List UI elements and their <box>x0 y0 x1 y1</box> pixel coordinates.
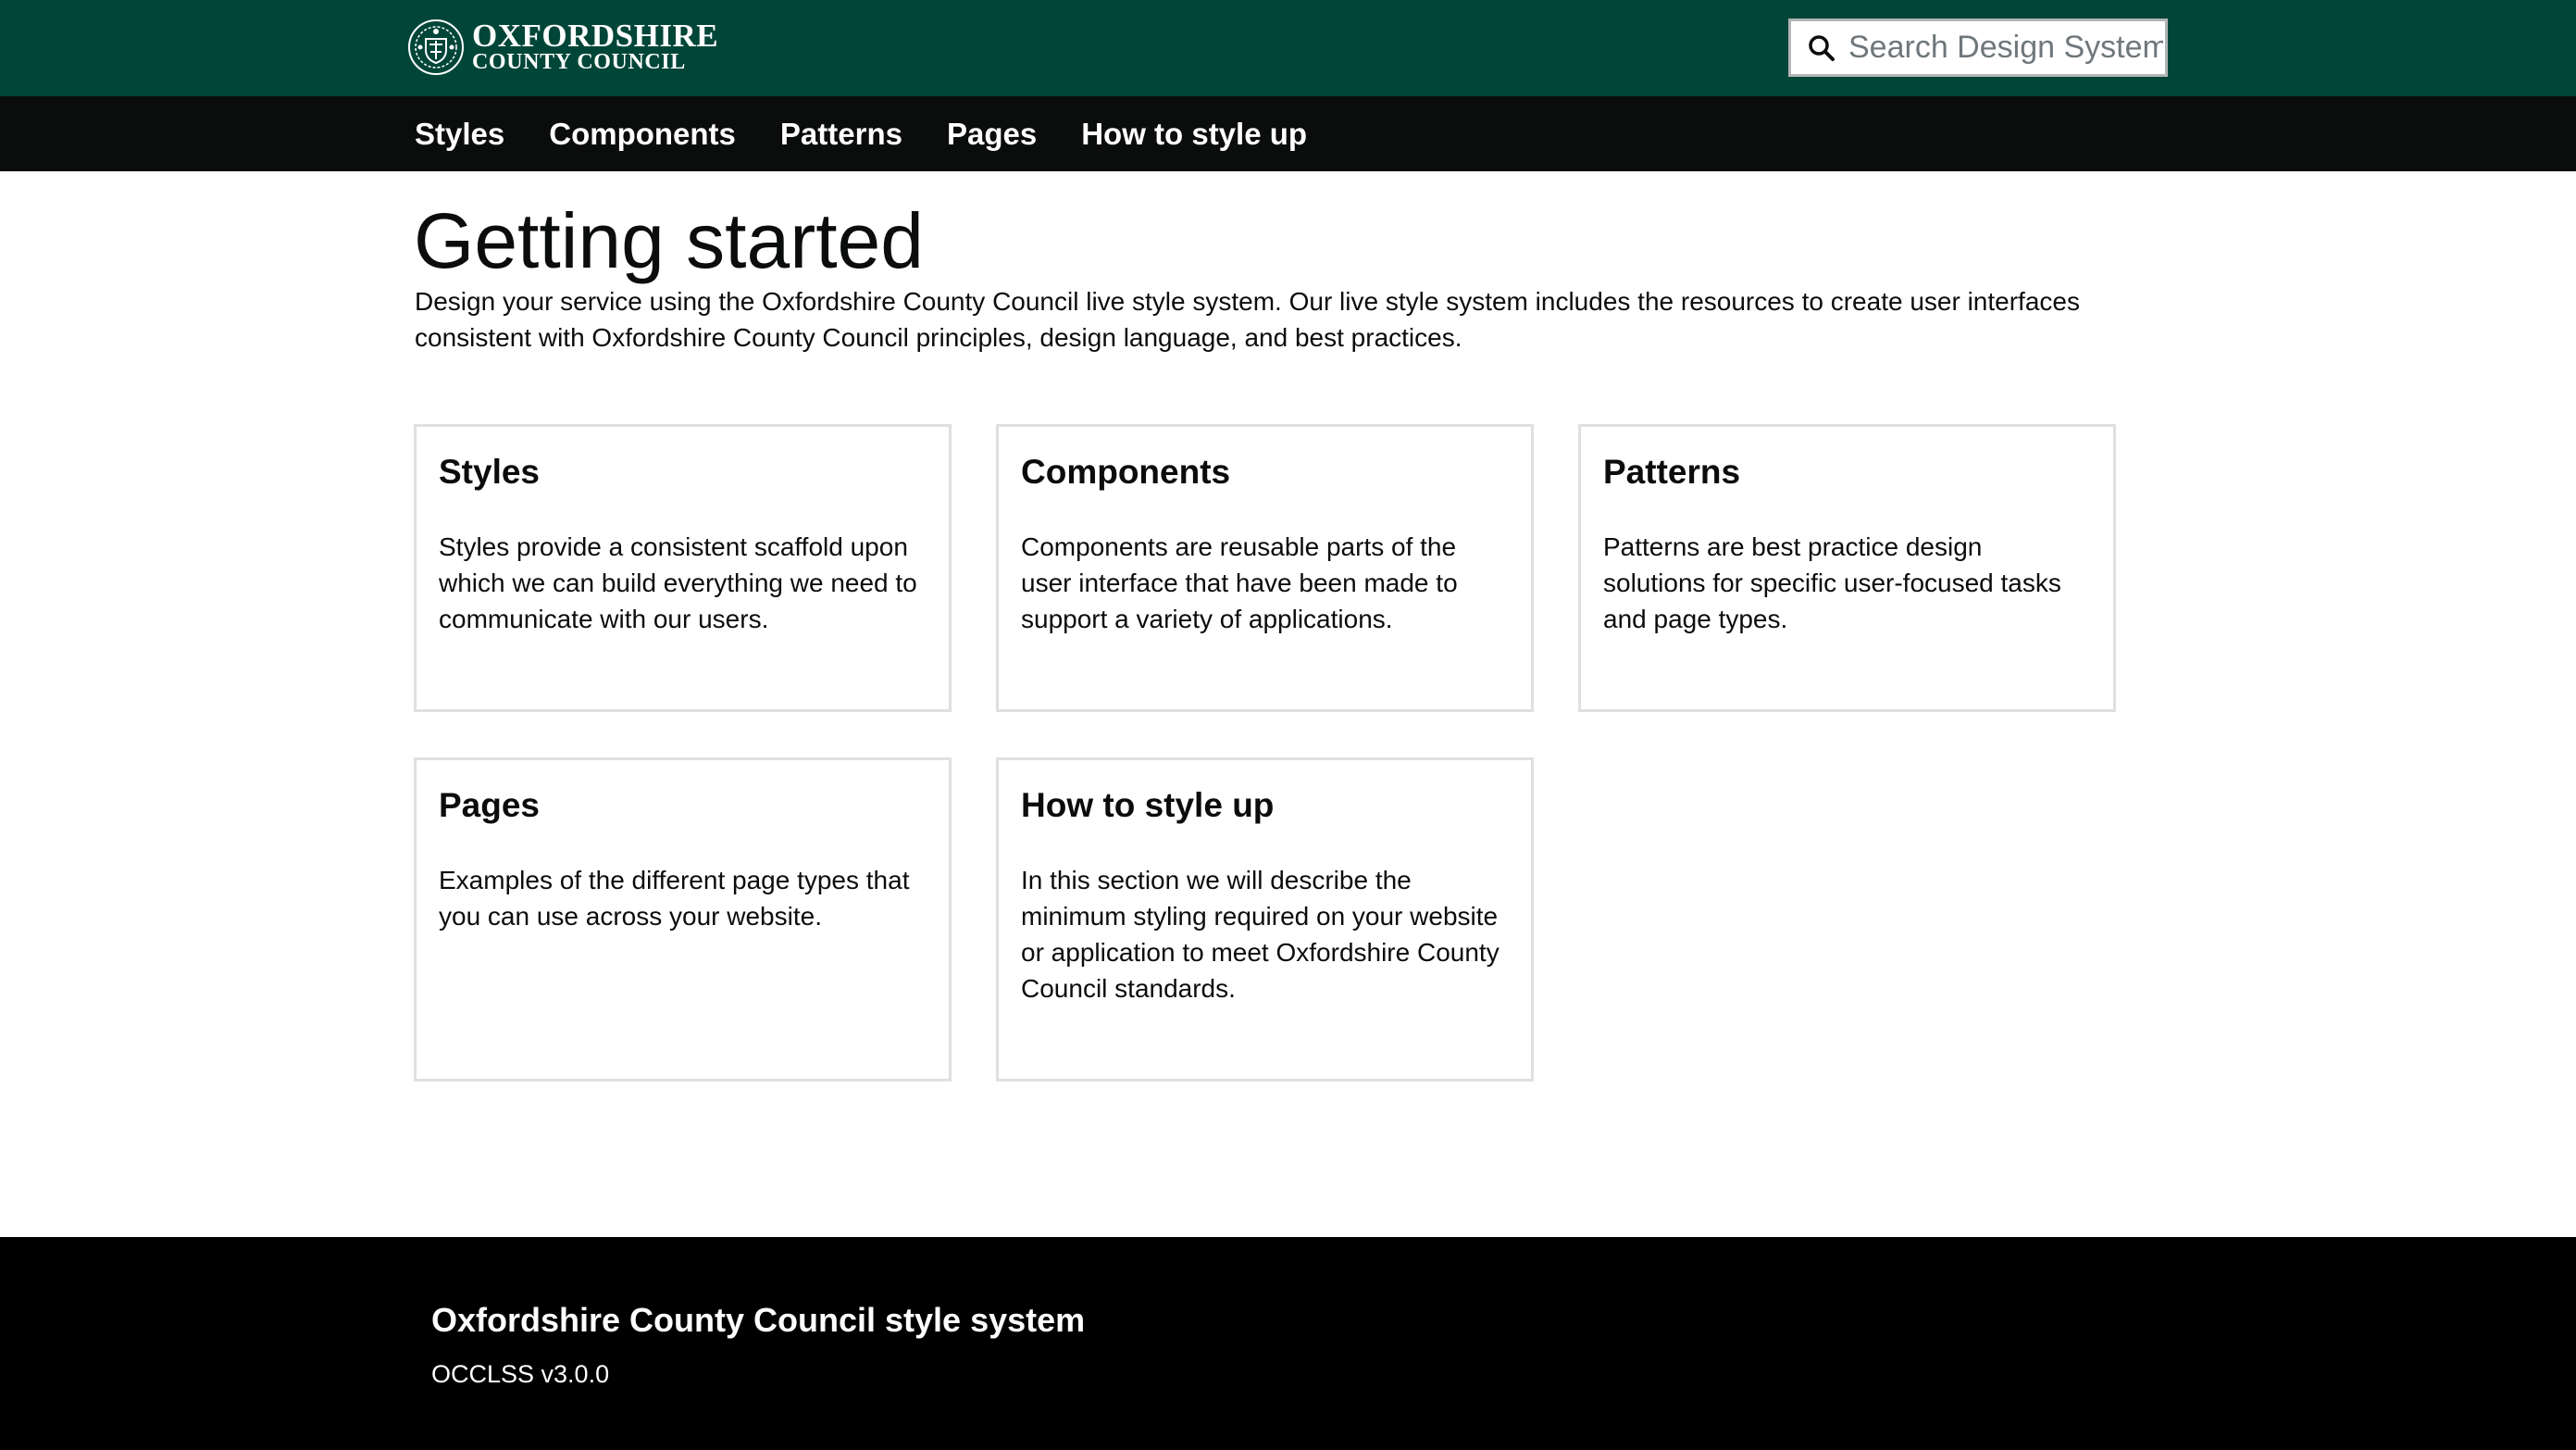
card-description: Patterns are best practice design solutions for specific user-focused tasks and page types. <box>1603 532 2061 633</box>
card-title: Patterns <box>1603 453 1741 491</box>
card-title: Pages <box>439 786 541 824</box>
card-title: Components <box>1021 453 1231 491</box>
card-description: Styles provide a consistent scaffold upon which we can build everything we need to communicate with our users. <box>439 532 917 633</box>
card-styles[interactable] <box>414 424 952 712</box>
nav-item-patterns[interactable]: Patterns <box>779 116 902 151</box>
nav-item-pages[interactable]: Pages <box>946 116 1038 151</box>
card-description: Components are reusable parts of the user interface that have been made to support a variety of applications. <box>1021 532 1458 633</box>
logo-line-1: OXFORDSHIRE <box>472 18 719 54</box>
search-box <box>1788 19 2168 77</box>
logo-line-2: COUNTY COUNCIL <box>472 50 686 74</box>
council-crest-icon <box>407 19 465 76</box>
intro-paragraph: Design your service using the Oxfordshire County Council live style system. Our live style system includes the resources to create user interfaces consistent with Oxfordshire County Council principles, design language, and best practices. <box>415 287 2080 352</box>
footer-title: Oxfordshire County Council style system <box>431 1301 1086 1339</box>
card-pages[interactable] <box>414 757 952 1081</box>
card-how-to-style-up[interactable] <box>996 757 1534 1081</box>
nav-item-components[interactable]: Components <box>549 116 736 151</box>
footer-version: OCCLSS v3.0.0 <box>431 1360 610 1388</box>
page-title: Getting started <box>414 197 924 284</box>
search-input[interactable] <box>1848 30 2163 66</box>
logo-wordmark <box>472 18 719 74</box>
card-components[interactable] <box>996 424 1534 712</box>
card-title: How to style up <box>1021 786 1275 824</box>
nav-item-styles[interactable]: Styles <box>415 116 505 151</box>
nav-items <box>415 96 1307 171</box>
nav-item-how-to-style-up[interactable]: How to style up <box>1081 116 1308 151</box>
council-logo-link[interactable] <box>407 19 718 76</box>
site-header <box>0 0 2576 96</box>
search-icon[interactable] <box>1806 32 1837 64</box>
card-description: In this section we will describe the minimum styling required on your website or application to meet Oxfordshire County Council standards. <box>1021 866 1500 1003</box>
main-navigation <box>0 96 2576 171</box>
card-patterns[interactable] <box>1578 424 2116 712</box>
site-footer <box>0 1237 2576 1450</box>
card-description: Examples of the different page types that you can use across your website. <box>439 866 910 931</box>
card-title: Styles <box>439 453 541 491</box>
